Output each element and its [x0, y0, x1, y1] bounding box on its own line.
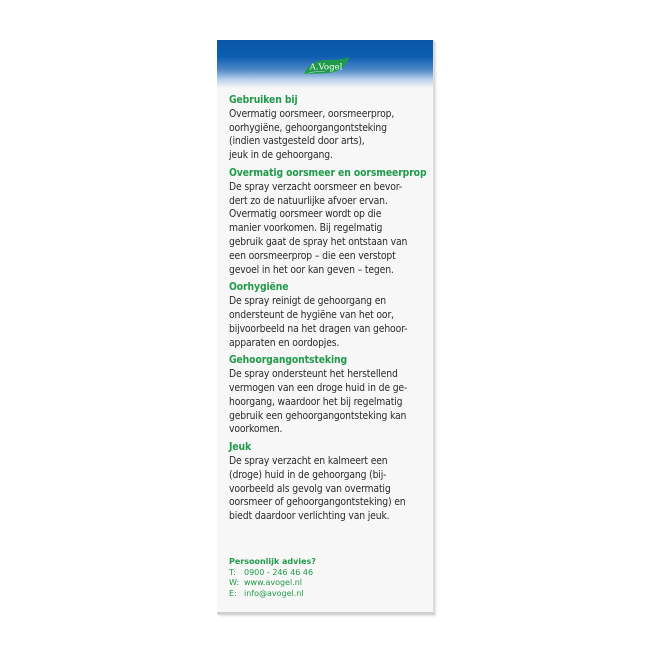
body-line: vermogen van een droge huid in de ge- — [229, 381, 408, 394]
body-line: Overmatig oorsmeer wordt op die — [229, 208, 382, 221]
body-line: jeuk in de gehoorgang. — [229, 149, 333, 162]
section-heading: Jeuk — [229, 441, 252, 454]
section-oorsmeer — [229, 167, 429, 277]
section-oorhygiene — [229, 281, 429, 350]
body-line: oorsmeer of gehoorgangontsteking) en — [229, 496, 406, 509]
product-package-panel — [217, 40, 434, 614]
body-line: (indien vastgesteld door arts), — [229, 135, 365, 148]
body-line: bijvoorbeeld na het dragen van gehoor- — [229, 322, 408, 335]
section-heading: Oorhygiëne — [229, 281, 289, 294]
body-line: apparaten en oordopjes. — [229, 336, 340, 349]
body-line: oorhygiëne, gehoorgangontsteking — [229, 121, 387, 134]
contact-key: W: — [229, 578, 240, 588]
section-heading: Gebruiken bij — [229, 94, 298, 106]
body-line: voorkomen. — [229, 423, 283, 436]
contact-website — [229, 578, 419, 589]
body-line: voorbeeld als gevolg van overmatig — [229, 482, 391, 495]
contact-key: T: — [229, 567, 236, 577]
body-line: gebruik een gehoorgangontsteking kan — [229, 409, 407, 422]
body-line: ondersteunt de hygiëne van het oor, — [229, 308, 394, 321]
email-address: info@avogel.nl — [244, 588, 304, 598]
body-line: De spray reinigt de gehoorgang en — [229, 295, 386, 308]
phone-number: 0900 - 246 46 46 — [244, 567, 314, 577]
body-line: De spray verzacht en kalmeert een — [229, 454, 388, 467]
section-heading: Overmatig oorsmeer en oorsmeerprop — [229, 166, 427, 179]
website-url: www.avogel.nl — [244, 578, 303, 588]
body-line: manier voorkomen. Bij regelmatig — [229, 222, 383, 235]
section-gebruiken-bij — [229, 94, 429, 163]
section-heading: Gehoorgangontsteking — [229, 354, 348, 367]
body-line: een oorsmeerprop – die een verstopt — [229, 249, 396, 262]
contact-title: Persoonlijk advies? — [229, 557, 316, 566]
contact-key: E: — [229, 588, 237, 598]
body-line: Overmatig oorsmeer, oorsmeerprop, — [229, 107, 395, 120]
section-jeuk — [229, 441, 429, 524]
contact-email — [229, 589, 419, 600]
body-line: gebruik gaat de spray het ontstaan van — [229, 235, 408, 248]
indications-text — [229, 94, 429, 528]
body-line: dert zo de natuurlijke afvoer ervan. — [229, 194, 388, 207]
contact-block — [229, 557, 419, 599]
body-line: (droge) huid in de gehoorgang (bij- — [229, 468, 387, 481]
body-line: De spray verzacht oorsmeer en bevor- — [229, 180, 402, 193]
body-line: hoorgang, waardoor het bij regelmatig — [229, 395, 403, 408]
body-line: biedt daardoor verlichting van jeuk. — [229, 510, 390, 523]
avogel-logo — [301, 57, 351, 77]
logo-text: A.Vogel — [309, 62, 343, 73]
contact-phone — [229, 568, 419, 579]
leaf-logo-icon — [301, 57, 351, 77]
body-line: De spray ondersteunt het herstellend — [229, 368, 398, 381]
body-line: gevoel in het oor kan geven – tegen. — [229, 263, 394, 276]
section-gehoorgangontsteking — [229, 354, 429, 437]
